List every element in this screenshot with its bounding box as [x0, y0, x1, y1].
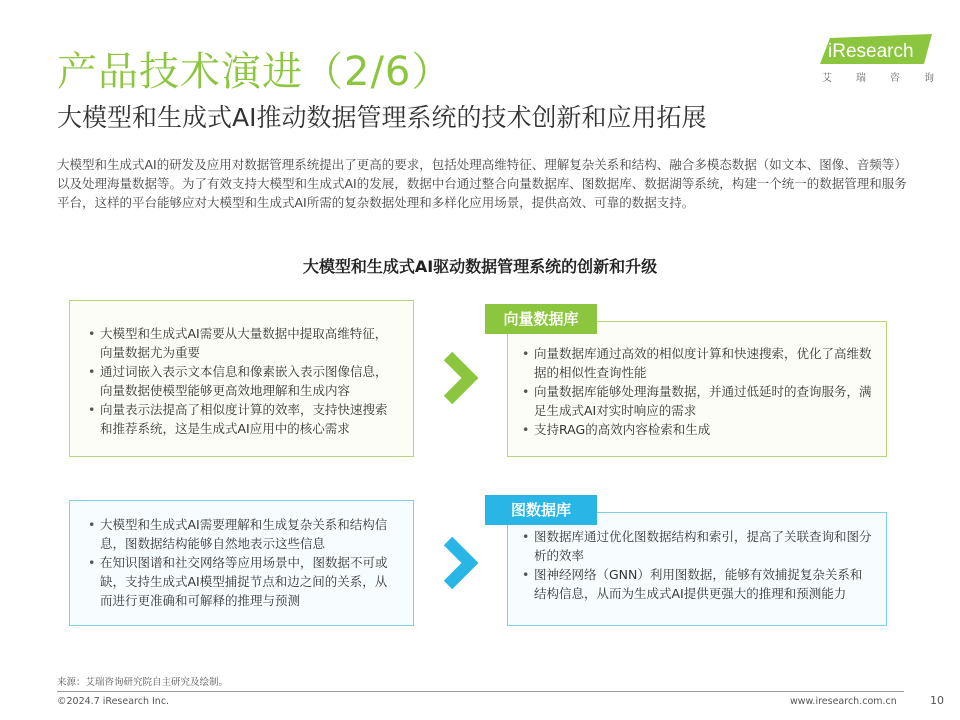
vector-db-tag: 向量数据库 — [485, 304, 597, 334]
page-title: 产品技术演进（2/6） — [57, 49, 453, 95]
list-item: • 大模型和生成式AI需要理解和生成复杂关系和结构信息，图数据结构能够自然地表示这些信息 — [86, 515, 399, 553]
diagram-title: 大模型和生成式AI驱动数据管理系统的创新和升级 — [302, 257, 658, 276]
vector-need-box — [69, 300, 414, 457]
logo-char: 咨 — [890, 73, 900, 84]
logo-mark — [820, 34, 932, 64]
logo-subtitle — [822, 69, 934, 84]
logo-char: 瑞 — [856, 73, 866, 84]
list-item: • 通过词嵌入表示文本信息和像素嵌入表示图像信息，向量数据使模型能够更高效地理解和生成内容 — [86, 362, 399, 400]
list-item: • 图数据库通过优化图数据结构和索引，提高了关联查询和图分析的效率 — [520, 527, 874, 565]
chevron-right-icon — [440, 352, 480, 404]
logo-brand-text: iResearch — [828, 41, 914, 62]
logo-char: 询 — [924, 73, 934, 84]
logo-char: 艾 — [822, 73, 832, 84]
list-item: • 支持RAG的高效内容检索和生成 — [520, 420, 874, 439]
source-note: 来源：艾瑞咨询研究院自主研究及绘制。 — [57, 677, 229, 688]
list-item: • 向量数据库能够处理海量数据，并通过低延时的查询服务，满足生成式AI对实时响应的需求 — [520, 382, 874, 420]
page-number: 10 — [930, 694, 944, 707]
page-subtitle: 大模型和生成式AI推动数据管理系统的技术创新和应用拓展 — [57, 103, 707, 132]
copyright: ©2024.7 iResearch Inc. — [57, 696, 170, 707]
list-item: • 向量数据库通过高效的相似度计算和快速搜索，优化了高维数据的相似性查询性能 — [520, 344, 874, 382]
list-item: • 向量表示法提高了相似度计算的效率，支持快速搜索和推荐系统，这是生成式AI应用中的核心需求 — [86, 400, 399, 438]
graph-db-tag: 图数据库 — [485, 495, 597, 525]
footer-divider — [57, 691, 904, 692]
list-item: • 图神经网络（GNN）利用图数据，能够有效捕捉复杂关系和结构信息，从而为生成式AI提供更强大的推理和预测能力 — [520, 565, 874, 603]
graph-db-box — [507, 512, 887, 626]
intro-paragraph: 大模型和生成式AI的研发及应用对数据管理系统提出了更高的要求，包括处理高维特征、理解复杂关系和结构、融合多模态数据（如文本、图像、音频等）以及处理海量数据等。为了有效支持大模型和生成式AI的发展，数据中台通过整合向量数据库、图数据库、数据湖等系统，构建一个统一的数据管理和服务平台，这样的平台能够应对大模型和生成式AI所需的复杂数据处理和多样化应用场景，提供高效、可靠的数据支持。 — [57, 157, 907, 210]
graph-need-box — [69, 500, 414, 626]
iresearch-logo — [816, 34, 934, 86]
vector-db-box — [507, 321, 887, 457]
list-item: • 大模型和生成式AI需要从大量数据中提取高维特征，向量数据尤为重要 — [86, 324, 399, 362]
list-item: • 在知识图谱和社交网络等应用场景中，图数据不可或缺，支持生成式AI模型捕捉节点和边之间的关系，从而进行更准确和可解释的推理与预测 — [86, 553, 399, 610]
chevron-right-icon — [440, 537, 480, 589]
website-link[interactable]: www.iresearch.com.cn — [790, 696, 897, 707]
